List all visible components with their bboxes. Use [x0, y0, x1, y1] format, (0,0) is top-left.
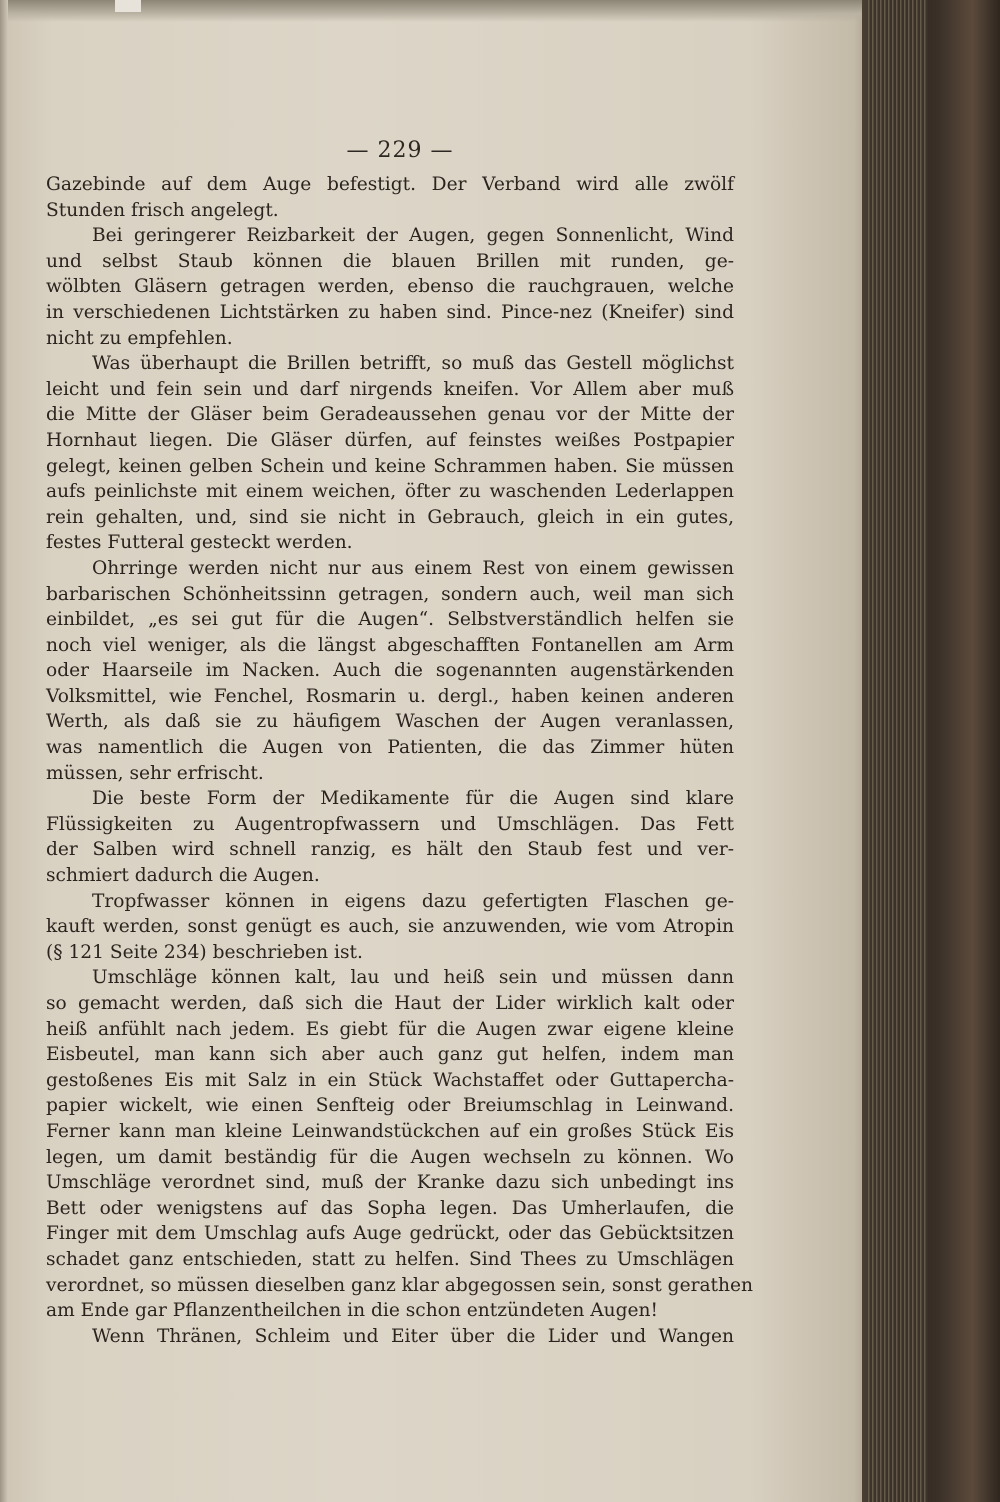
text-line: Umschläge verordnet sind, muß der Kranke dazu sich unbedingt ins	[46, 1172, 734, 1194]
text-line: oder Haarseile im Nacken. Auch die sogenannten augenstärkenden	[46, 660, 734, 682]
text-line: aufs peinlichste mit einem weichen, öfter zu waschenden Lederlappen	[46, 481, 734, 503]
text-line: Bett oder wenigstens auf das Sopha legen. Das Umherlaufen, die	[46, 1197, 734, 1219]
body-text	[46, 172, 753, 1349]
text-line: Ohrringe werden nicht nur aus einem Rest von einem gewissen	[92, 557, 734, 579]
text-line: schadet ganz entschieden, statt zu helfen. Sind Thees zu Umschlägen	[46, 1248, 734, 1270]
text-line: Tropfwasser können in eigens dazu gefertigten Flaschen ge-	[92, 890, 734, 912]
text-line: barbarischen Schönheitssinn getragen, sondern auch, weil man sich	[46, 583, 734, 605]
text-line: heiß anfühlt nach jedem. Es giebt für die Augen zwar eigene kleine	[46, 1018, 734, 1040]
text-line: Bei geringerer Reizbarkeit der Augen, gegen Sonnenlicht, Wind	[92, 225, 734, 247]
text-line: nicht zu empfehlen.	[46, 327, 233, 349]
text-line: noch viel weniger, als die längst abgeschafften Fontanellen am Arm	[46, 634, 734, 656]
page-stack	[868, 0, 928, 1502]
text-line: schmiert dadurch die Augen.	[46, 865, 320, 887]
book-page-edges	[862, 0, 1000, 1502]
text-line: gestoßenes Eis mit Salz in ein Stück Wachstaffet oder Guttapercha-	[46, 1069, 734, 1091]
text-line: Finger mit dem Umschlag aufs Auge gedrückt, oder das Gebücktsitzen	[46, 1223, 734, 1245]
text-line: Eisbeutel, man kann sich aber auch ganz gut helfen, indem man	[46, 1044, 734, 1066]
text-line: müssen, sehr erfrischt.	[46, 762, 264, 784]
text-line: Was überhaupt die Brillen betrifft, so muß das Gestell möglichst	[92, 353, 734, 375]
text-line: verordnet, so müssen dieselben ganz klar abgegossen sein, sonst gerathen	[46, 1274, 753, 1296]
text-line: Gazebinde auf dem Auge befestigt. Der Verband wird alle zwölf	[46, 174, 734, 195]
paper-tab	[115, 0, 141, 12]
text-line: Die beste Form der Medikamente für die Augen sind klare	[92, 788, 734, 810]
text-line: Hornhaut liegen. Die Gläser dürfen, auf feinstes weißes Postpapier	[46, 429, 734, 451]
text-line: kauft werden, sonst genügt es auch, sie anzuwenden, wie vom Atropin	[46, 916, 734, 938]
text-line: einbildet, „es sei gut für die Augen“. Selbstverständlich helfen sie	[46, 609, 734, 631]
text-line: rein gehalten, und, sind sie nicht in Gebrauch, gleich in ein gutes,	[46, 506, 734, 528]
text-line: der Salben wird schnell ranzig, es hält den Staub fest und ver-	[46, 839, 734, 861]
page-number: — 229 —	[346, 138, 454, 163]
text-line: Flüssigkeiten zu Augentropfwassern und Umschlägen. Das Fett	[46, 813, 734, 835]
text-line: so gemacht werden, daß sich die Haut der Lider wirklich kalt oder	[46, 993, 734, 1014]
text-line: gelegt, keinen gelben Schein und keine Schrammen haben. Sie müssen	[46, 455, 734, 477]
text-line: Werth, als daß sie zu häufigem Waschen der Augen veranlassen,	[46, 711, 734, 733]
top-page-strip	[0, 0, 880, 22]
text-line: die Mitte der Gläser beim Geradeaussehen genau vor der Mitte der	[46, 404, 734, 426]
text-line: und selbst Staub können die blauen Brillen mit runden, ge-	[46, 250, 734, 272]
text-line: papier wickelt, wie einen Senfteig oder Breiumschlag in Leinwand.	[46, 1095, 734, 1117]
left-page-edge	[0, 0, 8, 1502]
text-line: Umschläge können kalt, lau und heiß sein und müssen dann	[92, 967, 734, 989]
text-line: Volksmittel, wie Fenchel, Rosmarin u. dergl., haben keinen anderen	[46, 685, 734, 707]
text-line: festes Futteral gesteckt werden.	[46, 532, 353, 554]
text-line: Wenn Thränen, Schleim und Eiter über die Lider und Wangen	[92, 1325, 734, 1347]
text-line: in verschiedenen Lichtstärken zu haben sind. Pince-nez (Kneifer) sind	[46, 301, 734, 323]
text-line: am Ende gar Pflanzentheilchen in die schon entzündeten Augen!	[46, 1300, 658, 1322]
text-line: Ferner kann man kleine Leinwandstückchen auf ein großes Stück Eis	[46, 1120, 734, 1142]
text-line: legen, um damit beständig für die Augen wechseln zu können. Wo	[46, 1146, 734, 1168]
text-line: was namentlich die Augen von Patienten, die das Zimmer hüten	[46, 737, 734, 759]
text-line: (§ 121 Seite 234) beschrieben ist.	[46, 941, 363, 963]
text-line: Stunden frisch angelegt.	[46, 199, 279, 221]
text-line: wölbten Gläsern getragen werden, ebenso die rauchgrauen, welche	[46, 276, 734, 298]
text-line: leicht und fein sein und darf nirgends kneifen. Vor Allem aber muß	[46, 378, 734, 400]
